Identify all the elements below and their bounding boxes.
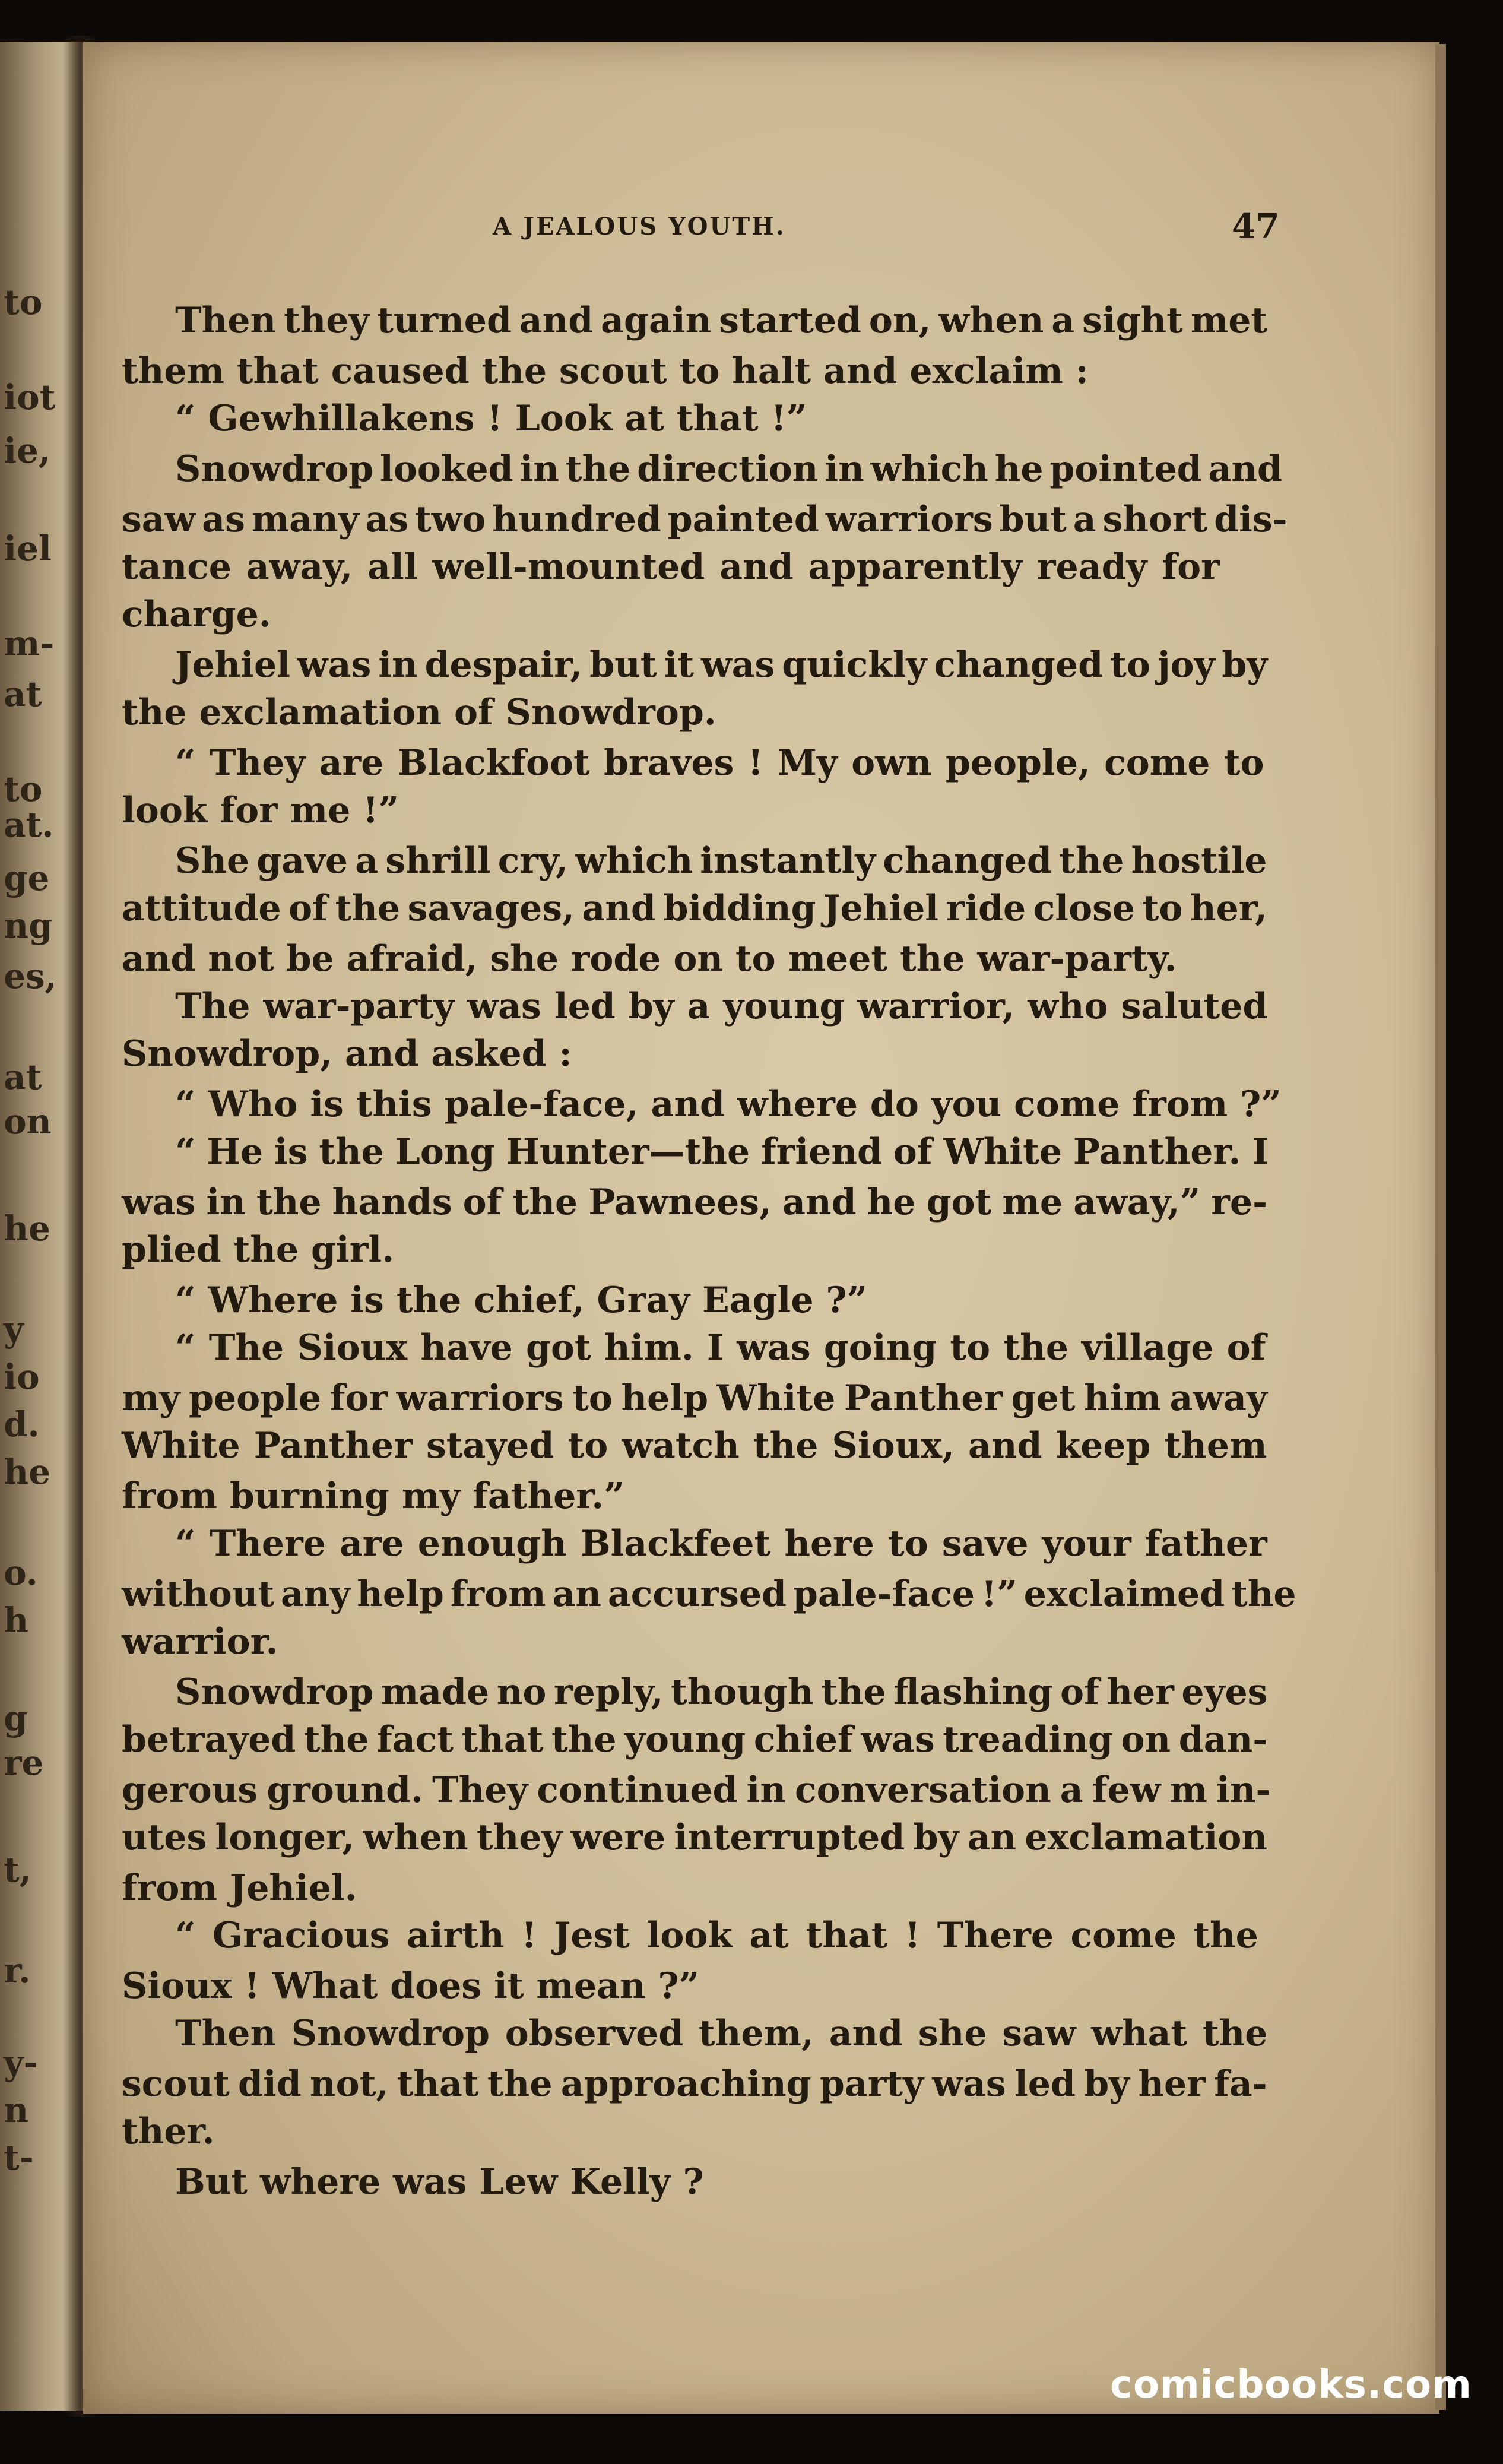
left-page-fragment: re xyxy=(4,1743,44,1783)
left-page-fragment: es, xyxy=(4,956,57,996)
text-line: them that caused the scout to halt and exclaim : xyxy=(122,350,1089,392)
left-page-fragment: ng xyxy=(4,905,53,946)
left-page-fragment: he xyxy=(4,1208,51,1249)
text-line: and not be afraid, she rode on to meet the war-party. xyxy=(122,938,1177,980)
text-line: betrayed the fact that the young chief was treading on dan- xyxy=(122,1719,1268,1760)
watermark: comicbooks.com xyxy=(1110,2363,1472,2407)
text-line: warrior. xyxy=(122,1621,278,1662)
left-page-fragment: ge xyxy=(4,858,50,898)
left-page-fragment: n xyxy=(4,2090,29,2130)
left-page-fragment: t, xyxy=(4,1849,31,1890)
left-page-fragment: at xyxy=(4,674,42,714)
text-line: plied the girl. xyxy=(122,1229,394,1271)
text-line: the exclamation of Snowdrop. xyxy=(122,692,716,733)
page-number: 47 xyxy=(1232,206,1280,246)
text-line: Sioux ! What does it mean ?” xyxy=(122,1965,700,2007)
text-line: “ Who is this pale-face, and where do you come from ?” xyxy=(175,1084,1282,1125)
text-line: Then they turned and again started on, when a sight met xyxy=(175,300,1268,341)
text-line: from Jehiel. xyxy=(122,1867,357,1909)
text-line: “ Gracious airth ! Jest look at that ! There come the xyxy=(175,1915,1258,1956)
left-page-fragment: he xyxy=(4,1452,51,1492)
text-line: Then Snowdrop observed them, and she saw what the xyxy=(175,2013,1268,2054)
left-page-fragment: r. xyxy=(4,1950,31,1991)
text-line: tance away, all well-mounted and apparently ready for xyxy=(122,546,1220,588)
text-line: ther. xyxy=(122,2111,215,2152)
left-page-fragment: h xyxy=(4,1600,29,1640)
text-line: charge. xyxy=(122,594,271,635)
text-line: saw as many as two hundred painted warriors but a short dis- xyxy=(122,499,1288,540)
left-page-fragment: g xyxy=(4,1698,28,1738)
text-line: gerous ground. They continued in conversation a few m in- xyxy=(122,1769,1271,1811)
text-line: Snowdrop, and asked : xyxy=(122,1033,572,1075)
text-line: scout did not, that the approaching party was led by her fa- xyxy=(122,2063,1267,2105)
left-page-fragment: at. xyxy=(4,805,54,845)
text-line: attitude of the savages, and bidding Jehiel ride close to her, xyxy=(122,888,1267,929)
left-page-fragment: to xyxy=(4,282,43,322)
text-line: Snowdrop made no reply, though the flashing of her eyes xyxy=(175,1671,1268,1713)
text-line: She gave a shrill cry, which instantly changed the hostile xyxy=(175,840,1267,882)
running-head: A JEALOUS YOUTH. xyxy=(493,213,786,240)
left-page-fragment: t- xyxy=(4,2137,34,2178)
text-line: “ Where is the chief, Gray Eagle ?” xyxy=(175,1279,868,1321)
text-line: “ He is the Long Hunter—the friend of White Panther. I xyxy=(175,1131,1269,1173)
text-line: utes longer, when they were interrupted by an exclamation xyxy=(122,1817,1268,1858)
left-page-fragment: m- xyxy=(4,623,55,664)
left-page-fragment: iel xyxy=(4,528,52,569)
text-line: “ There are enough Blackfeet here to save your father xyxy=(175,1523,1267,1564)
left-page-fragment: o. xyxy=(4,1553,38,1593)
left-page-fragment: d. xyxy=(4,1404,40,1445)
text-line: “ Gewhillakens ! Look at that !” xyxy=(175,398,807,439)
text-line: my people for warriors to help White Panther get him away xyxy=(122,1377,1267,1419)
left-page-fragment: ie, xyxy=(4,430,51,471)
text-line: “ The Sioux have got him. I was going to the village of xyxy=(175,1327,1266,1369)
text-line: Snowdrop looked in the direction in which he pointed and xyxy=(175,448,1282,490)
page-edge-shadow xyxy=(1435,44,1446,2410)
left-page-fragment: on xyxy=(4,1101,52,1142)
text-line: White Panther stayed to watch the Sioux, and keep them xyxy=(122,1425,1267,1467)
text-line: without any help from an accursed pale-face !” exclaimed the xyxy=(122,1573,1296,1615)
text-line: But where was Lew Kelly ? xyxy=(175,2161,704,2203)
text-line: “ They are Blackfoot braves ! My own people, come to xyxy=(175,742,1264,784)
left-page-fragment: iot xyxy=(4,377,56,417)
text-line: look for me !” xyxy=(122,790,399,831)
left-page-fragment: to xyxy=(4,769,43,809)
text-line: from burning my father.” xyxy=(122,1475,624,1517)
text-line: was in the hands of the Pawnees, and he got me away,” re- xyxy=(122,1182,1267,1223)
text-line: The war-party was led by a young warrior, who saluted xyxy=(175,986,1268,1027)
left-page-fragment: at xyxy=(4,1057,42,1097)
text-line: Jehiel was in despair, but it was quickly changed to joy by xyxy=(175,644,1268,686)
left-page-fragment: y xyxy=(4,1309,24,1350)
left-page-fragment: y- xyxy=(4,2042,38,2083)
left-page-fragment: io xyxy=(4,1357,40,1397)
